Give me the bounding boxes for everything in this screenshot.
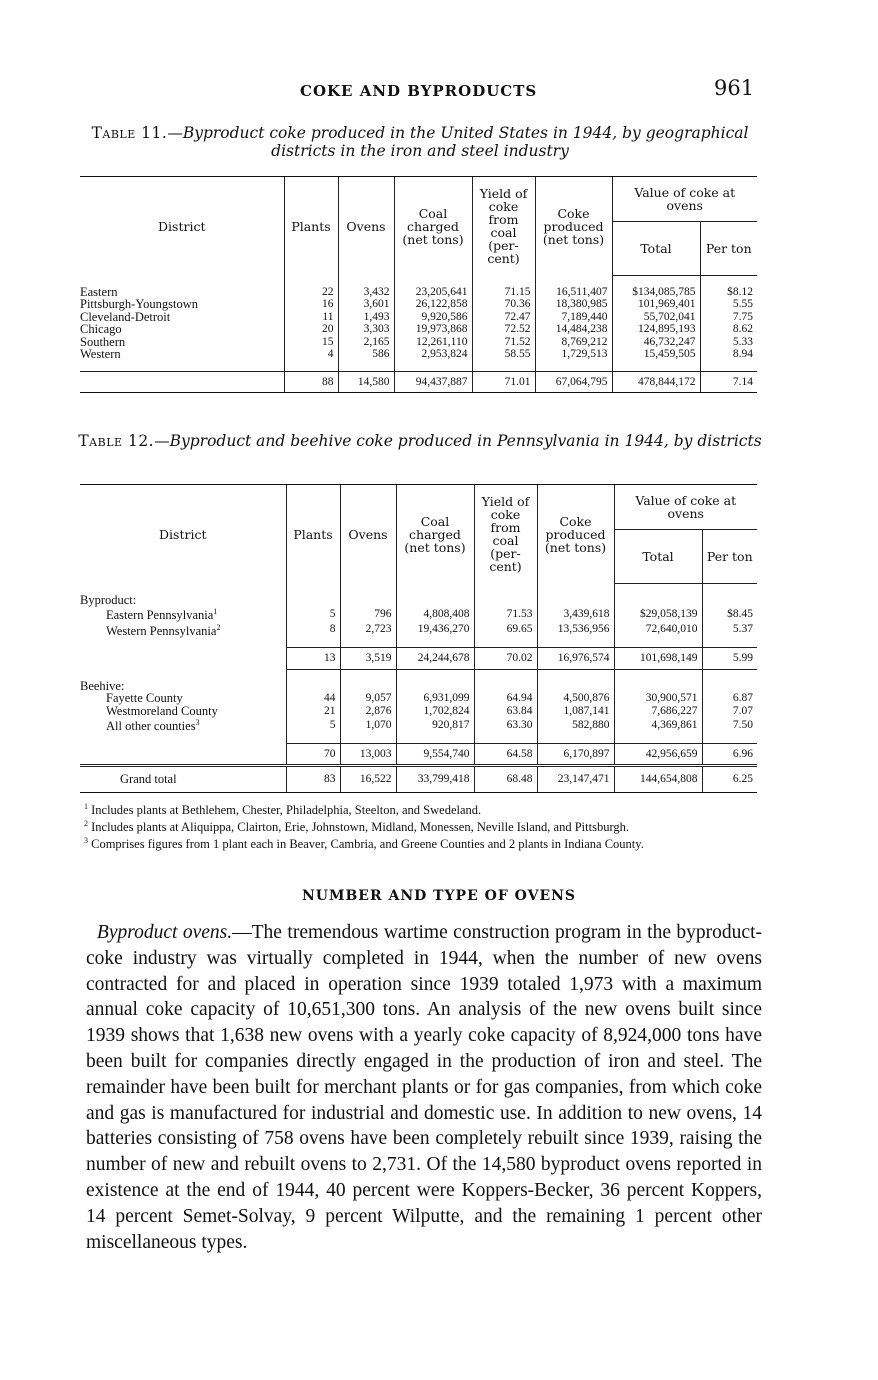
table-row: Western 4 586 2,953,824 58.55 1,729,513 15,459,505 8.94 <box>80 348 757 361</box>
table12 <box>80 484 757 793</box>
t11-head-plants: Plants <box>284 177 338 276</box>
body-paragraph <box>86 920 762 1255</box>
t12-head-ovens: Ovens <box>340 485 396 584</box>
table-row: Westmoreland County 21 2,876 1,702,824 63.84 1,087,141 7,686,227 7.07 <box>80 705 757 718</box>
table-group-label: Beehive: <box>80 680 757 693</box>
t12-head-value: Value of coke at ovens <box>614 485 757 530</box>
table-row: Southern 15 2,165 12,261,110 71.52 8,769,212 46,732,247 5.33 <box>80 336 757 349</box>
paragraph-lead: Byproduct ovens. <box>96 922 233 943</box>
t12-head-total: Total <box>614 530 702 584</box>
running-title: COKE AND BYPRODUCTS <box>300 82 538 100</box>
table-row: All other counties$^3$ 5 1,070 920,817 63.30 582,880 4,369,861 7.50 <box>80 717 757 733</box>
footnote-1: $^1$ Includes plants at Bethlehem, Chester, Philadelphia, Steelton, and Swedeland. <box>84 802 482 818</box>
byproduct-total-row: 13 3,519 24,244,678 70.02 16,976,574 101,698,149 5.99 <box>80 648 757 670</box>
footnote-3: $^3$ Comprises figures from 1 plant each in Beaver, Cambria, and Greene Counties and 2 plants in Indiana County. <box>84 836 644 852</box>
section-title: NUMBER AND TYPE OF OVENS <box>301 888 577 904</box>
t11-head-ovens: Ovens <box>338 177 394 276</box>
table11-caption <box>70 124 770 160</box>
t12-head-coal: Coal charged (net tons) <box>396 485 474 584</box>
table-row: Pittsburgh-Youngstown 16 3,601 26,122,858 70.36 18,380,985 101,969,401 5.55 <box>80 298 757 311</box>
t12-head-plants: Plants <box>286 485 340 584</box>
paragraph-body: —The tremendous wartime construction program in the byproduct-coke industry was virtually completed in 1944, when the number of new ovens contracted for and placed in operation since 1939 totaled 1,973 with a maximum annual coke capacity of 10,651,300 tons. An analysis of the new ovens built since 1939 shows that 1,638 new ovens with a yearly coke capacity of 8,924,000 tons have been built for companies directly engaged in the production of iron and steel. The remainder have been built for merchant plants or for gas companies, from which coke and gas is manufactured for industrial and domestic use. In addition to new ovens, 14 batteries consisting of 758 ovens have been completely rebuilt since 1939, raising the number of new and rebuilt ovens to 2,731. Of the 14,580 byproduct ovens reported in existence at the end of 1944, 40 percent were Koppers-Becker, 36 percent Koppers, 14 percent Semet-Solvay, 9 percent Wilputte, and the remaining 1 percent other miscellaneous types. <box>86 922 762 1253</box>
page-header <box>0 74 878 104</box>
table-row: Chicago 20 3,303 19,973,868 72.52 14,484,238 124,895,193 8.62 <box>80 323 757 336</box>
beehive-total-row: 70 13,003 9,554,740 64.58 6,170,897 42,956,659 6.96 <box>80 743 757 766</box>
table-row: Eastern Pennsylvania$^1$ 5 796 4,808,408 71.53 3,439,618 $29,058,139 $8.45 <box>80 606 757 622</box>
footnote-2: $^2$ Includes plants at Aliquippa, Clairton, Erie, Johnstown, Midland, Monessen, Neville Island, and Pittsburgh. <box>84 819 630 835</box>
t12-head-yield: Yield of coke from coal (per-cent) <box>474 485 537 584</box>
table12-caption <box>70 432 770 450</box>
t11-head-district: District <box>80 177 284 276</box>
t12-head-per-ton: Per ton <box>702 530 757 584</box>
table11-title: —Byproduct coke produced in the United States in 1944, by geographical districts in the iron and steel industry <box>167 124 749 160</box>
table11-total-row: 88 14,580 94,437,887 71.01 67,064,795 478,844,172 7.14 <box>80 371 757 393</box>
table12-title: —Byproduct and beehive coke produced in Pennsylvania in 1944, by districts <box>154 432 762 450</box>
footnotes <box>84 800 764 851</box>
table-row: Fayette County 44 9,057 6,931,099 64.94 4,500,876 30,900,571 6.87 <box>80 692 757 705</box>
table-row: Eastern 22 3,432 23,205,641 71.15 16,511,407 $134,085,785 $8.12 <box>80 286 757 299</box>
table-group-label: Byproduct: <box>80 594 757 607</box>
t11-head-per-ton: Per ton <box>700 222 757 276</box>
t11-head-coke: Coke produced (net tons) <box>535 177 612 276</box>
table12-label: Table 12. <box>78 432 155 450</box>
grand-total-row: Grand total 83 16,522 33,799,418 68.48 23,147,471 144,654,808 6.25 <box>80 766 757 793</box>
table11-label: Table 11. <box>91 124 168 142</box>
table-row: Western Pennsylvania$^2$ 8 2,723 19,436,270 69.65 13,536,956 72,640,010 5.37 <box>80 622 757 638</box>
table11 <box>80 176 757 403</box>
t11-head-yield: Yield of coke from coal (per-cent) <box>472 177 535 276</box>
t12-head-district: District <box>80 485 286 584</box>
page-number: 961 <box>714 76 755 100</box>
table-row: Cleveland-Detroit 11 1,493 9,920,586 72.47 7,189,440 55,702,041 7.75 <box>80 311 757 324</box>
t11-head-value: Value of coke at ovens <box>612 177 757 222</box>
t11-head-total: Total <box>612 222 700 276</box>
t11-head-coal: Coal charged (net tons) <box>394 177 472 276</box>
t12-head-coke: Coke produced (net tons) <box>537 485 614 584</box>
